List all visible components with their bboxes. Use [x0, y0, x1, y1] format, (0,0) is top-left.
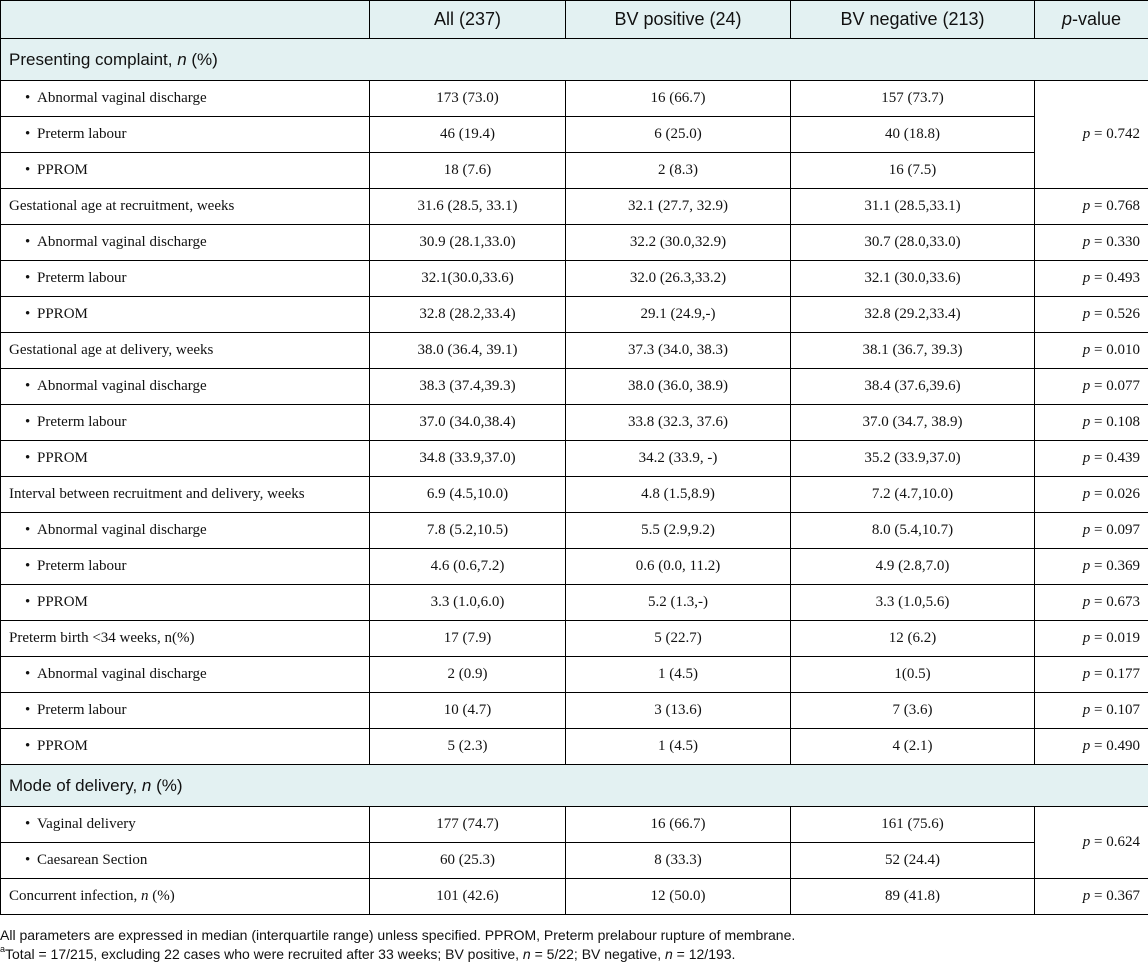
cell-p-value: p = 0.026	[1035, 477, 1148, 513]
section-mode-of-delivery: Mode of delivery, n (%)	[1, 765, 1148, 807]
cell-p-value: p = 0.369	[1035, 549, 1148, 585]
cell-p-value: p = 0.330	[1035, 225, 1148, 261]
row-label: • Preterm labour	[1, 405, 370, 441]
cell-bv-positive: 1 (4.5)	[566, 729, 791, 765]
cell-bv-positive: 8 (33.3)	[566, 843, 791, 879]
cell-bv-negative: 12 (6.2)	[791, 621, 1035, 657]
row-label: • PPROM	[1, 585, 370, 621]
row-label: • PPROM	[1, 441, 370, 477]
row-label: Concurrent infection, n (%)	[1, 879, 370, 915]
cell-all: 7.8 (5.2,10.5)	[370, 513, 566, 549]
cell-bv-positive: 32.2 (30.0,32.9)	[566, 225, 791, 261]
row-label: • Preterm labour	[1, 549, 370, 585]
cell-all: 177 (74.7)	[370, 807, 566, 843]
cell-all: 31.6 (28.5, 33.1)	[370, 189, 566, 225]
cell-bv-negative: 38.4 (37.6,39.6)	[791, 369, 1035, 405]
footnote-1: All parameters are expressed in median (interquartile range) unless specified. PPROM, Preterm prelabour rupture of membrane.	[0, 927, 796, 943]
table-row	[1, 693, 1148, 729]
header-bv-negative: BV negative (213)	[791, 1, 1035, 39]
row-label: Gestational age at delivery, weeks	[1, 333, 370, 369]
table-row	[1, 189, 1148, 225]
cell-bv-positive: 3 (13.6)	[566, 693, 791, 729]
row-label: • Abnormal vaginal discharge	[1, 657, 370, 693]
row-label: • Preterm labour	[1, 693, 370, 729]
table-row	[1, 81, 1148, 117]
cell-p-value: p = 0.077	[1035, 369, 1148, 405]
cell-p-value: p = 0.673	[1035, 585, 1148, 621]
footnote-2: $^a$Total = 17/215, excluding 22 cases who were recruited after 33 weeks; BV positive, n = 5/22; BV negative, n = 12/193.	[0, 944, 736, 962]
cell-bv-negative: 8.0 (5.4,10.7)	[791, 513, 1035, 549]
cell-bv-negative: 1(0.5)	[791, 657, 1035, 693]
table-row	[1, 405, 1148, 441]
row-label: Preterm birth <34 weeks, n(%)	[1, 621, 370, 657]
cell-bv-negative: 7 (3.6)	[791, 693, 1035, 729]
cell-bv-negative: 38.1 (36.7, 39.3)	[791, 333, 1035, 369]
cell-p-value: p = 0.177	[1035, 657, 1148, 693]
row-label: • Vaginal delivery	[1, 807, 370, 843]
cell-bv-negative: 157 (73.7)	[791, 81, 1035, 117]
cell-bv-negative: 32.1 (30.0,33.6)	[791, 261, 1035, 297]
cell-p-value: p = 0.490	[1035, 729, 1148, 765]
cell-p-value: p = 0.742	[1035, 81, 1148, 189]
cell-all: 60 (25.3)	[370, 843, 566, 879]
table-row	[1, 153, 1148, 189]
header-row	[1, 1, 1148, 39]
cell-p-value: p = 0.493	[1035, 261, 1148, 297]
cell-p-value: p = 0.624	[1035, 807, 1148, 879]
cell-bv-negative: 30.7 (28.0,33.0)	[791, 225, 1035, 261]
cell-bv-negative: 16 (7.5)	[791, 153, 1035, 189]
row-label: • PPROM	[1, 297, 370, 333]
cell-p-value: p = 0.019	[1035, 621, 1148, 657]
table-row	[1, 843, 1148, 879]
cell-p-value: p = 0.097	[1035, 513, 1148, 549]
cell-all: 30.9 (28.1,33.0)	[370, 225, 566, 261]
cell-bv-negative: 31.1 (28.5,33.1)	[791, 189, 1035, 225]
cell-p-value: p = 0.108	[1035, 405, 1148, 441]
cell-all: 10 (4.7)	[370, 693, 566, 729]
cell-bv-negative: 89 (41.8)	[791, 879, 1035, 915]
cell-bv-positive: 6 (25.0)	[566, 117, 791, 153]
row-label: • PPROM	[1, 729, 370, 765]
table-row	[1, 621, 1148, 657]
row-label: • PPROM	[1, 153, 370, 189]
section-row	[1, 765, 1148, 807]
cell-bv-positive: 37.3 (34.0, 38.3)	[566, 333, 791, 369]
cell-all: 38.3 (37.4,39.3)	[370, 369, 566, 405]
row-label: • Caesarean Section	[1, 843, 370, 879]
cell-bv-positive: 5 (22.7)	[566, 621, 791, 657]
row-label: • Preterm labour	[1, 261, 370, 297]
table-row	[1, 657, 1148, 693]
table-row	[1, 441, 1148, 477]
table-row	[1, 585, 1148, 621]
cell-bv-positive: 0.6 (0.0, 11.2)	[566, 549, 791, 585]
row-label: Interval between recruitment and delivery, weeks	[1, 477, 370, 513]
cell-all: 46 (19.4)	[370, 117, 566, 153]
section-presenting-complaint: Presenting complaint, n (%)	[1, 39, 1148, 81]
table-row	[1, 369, 1148, 405]
cell-all: 2 (0.9)	[370, 657, 566, 693]
cell-all: 101 (42.6)	[370, 879, 566, 915]
row-label: • Abnormal vaginal discharge	[1, 81, 370, 117]
row-label: • Abnormal vaginal discharge	[1, 369, 370, 405]
cell-bv-positive: 12 (50.0)	[566, 879, 791, 915]
header-all: All (237)	[370, 1, 566, 39]
cell-bv-positive: 29.1 (24.9,-)	[566, 297, 791, 333]
table-row	[1, 225, 1148, 261]
cell-all: 37.0 (34.0,38.4)	[370, 405, 566, 441]
cell-all: 34.8 (33.9,37.0)	[370, 441, 566, 477]
table-row	[1, 513, 1148, 549]
cell-all: 6.9 (4.5,10.0)	[370, 477, 566, 513]
cell-bv-positive: 5.2 (1.3,-)	[566, 585, 791, 621]
cell-bv-positive: 16 (66.7)	[566, 807, 791, 843]
cell-p-value: p = 0.439	[1035, 441, 1148, 477]
cell-bv-positive: 32.1 (27.7, 32.9)	[566, 189, 791, 225]
cell-bv-positive: 34.2 (33.9, -)	[566, 441, 791, 477]
cell-bv-positive: 16 (66.7)	[566, 81, 791, 117]
cell-bv-positive: 33.8 (32.3, 37.6)	[566, 405, 791, 441]
cell-bv-negative: 40 (18.8)	[791, 117, 1035, 153]
cell-all: 3.3 (1.0,6.0)	[370, 585, 566, 621]
table-row	[1, 549, 1148, 585]
cell-all: 18 (7.6)	[370, 153, 566, 189]
cell-bv-negative: 4.9 (2.8,7.0)	[791, 549, 1035, 585]
row-label: • Abnormal vaginal discharge	[1, 225, 370, 261]
cell-bv-positive: 5.5 (2.9,9.2)	[566, 513, 791, 549]
cell-bv-positive: 32.0 (26.3,33.2)	[566, 261, 791, 297]
cell-all: 4.6 (0.6,7.2)	[370, 549, 566, 585]
cell-bv-negative: 35.2 (33.9,37.0)	[791, 441, 1035, 477]
table-row	[1, 297, 1148, 333]
cell-all: 32.8 (28.2,33.4)	[370, 297, 566, 333]
cell-bv-positive: 38.0 (36.0, 38.9)	[566, 369, 791, 405]
header-blank-cell	[1, 1, 370, 39]
cell-bv-positive: 1 (4.5)	[566, 657, 791, 693]
table-row	[1, 261, 1148, 297]
cell-bv-positive: 4.8 (1.5,8.9)	[566, 477, 791, 513]
footnote-marker: a	[0, 944, 6, 954]
header-bv-positive: BV positive (24)	[566, 1, 791, 39]
cell-bv-positive: 2 (8.3)	[566, 153, 791, 189]
cell-p-value: p = 0.010	[1035, 333, 1148, 369]
table-row	[1, 879, 1148, 915]
row-label: Gestational age at recruitment, weeks	[1, 189, 370, 225]
cell-all: 5 (2.3)	[370, 729, 566, 765]
cell-all: 17 (7.9)	[370, 621, 566, 657]
cell-p-value: p = 0.107	[1035, 693, 1148, 729]
table-row	[1, 333, 1148, 369]
cell-bv-negative: 32.8 (29.2,33.4)	[791, 297, 1035, 333]
cell-bv-negative: 52 (24.4)	[791, 843, 1035, 879]
section-row	[1, 39, 1148, 81]
cell-all: 173 (73.0)	[370, 81, 566, 117]
cell-all: 32.1(30.0,33.6)	[370, 261, 566, 297]
cell-bv-negative: 7.2 (4.7,10.0)	[791, 477, 1035, 513]
cell-all: 38.0 (36.4, 39.1)	[370, 333, 566, 369]
table-row	[1, 477, 1148, 513]
cell-bv-negative: 37.0 (34.7, 38.9)	[791, 405, 1035, 441]
cell-p-value: p = 0.526	[1035, 297, 1148, 333]
row-label: • Abnormal vaginal discharge	[1, 513, 370, 549]
table-row	[1, 117, 1148, 153]
table-row	[1, 807, 1148, 843]
cell-bv-negative: 161 (75.6)	[791, 807, 1035, 843]
cell-p-value: p = 0.768	[1035, 189, 1148, 225]
table-row	[1, 729, 1148, 765]
row-label: • Preterm labour	[1, 117, 370, 153]
cell-p-value: p = 0.367	[1035, 879, 1148, 915]
cell-bv-negative: 4 (2.1)	[791, 729, 1035, 765]
header-p-value: p-value	[1035, 1, 1148, 39]
cell-bv-negative: 3.3 (1.0,5.6)	[791, 585, 1035, 621]
